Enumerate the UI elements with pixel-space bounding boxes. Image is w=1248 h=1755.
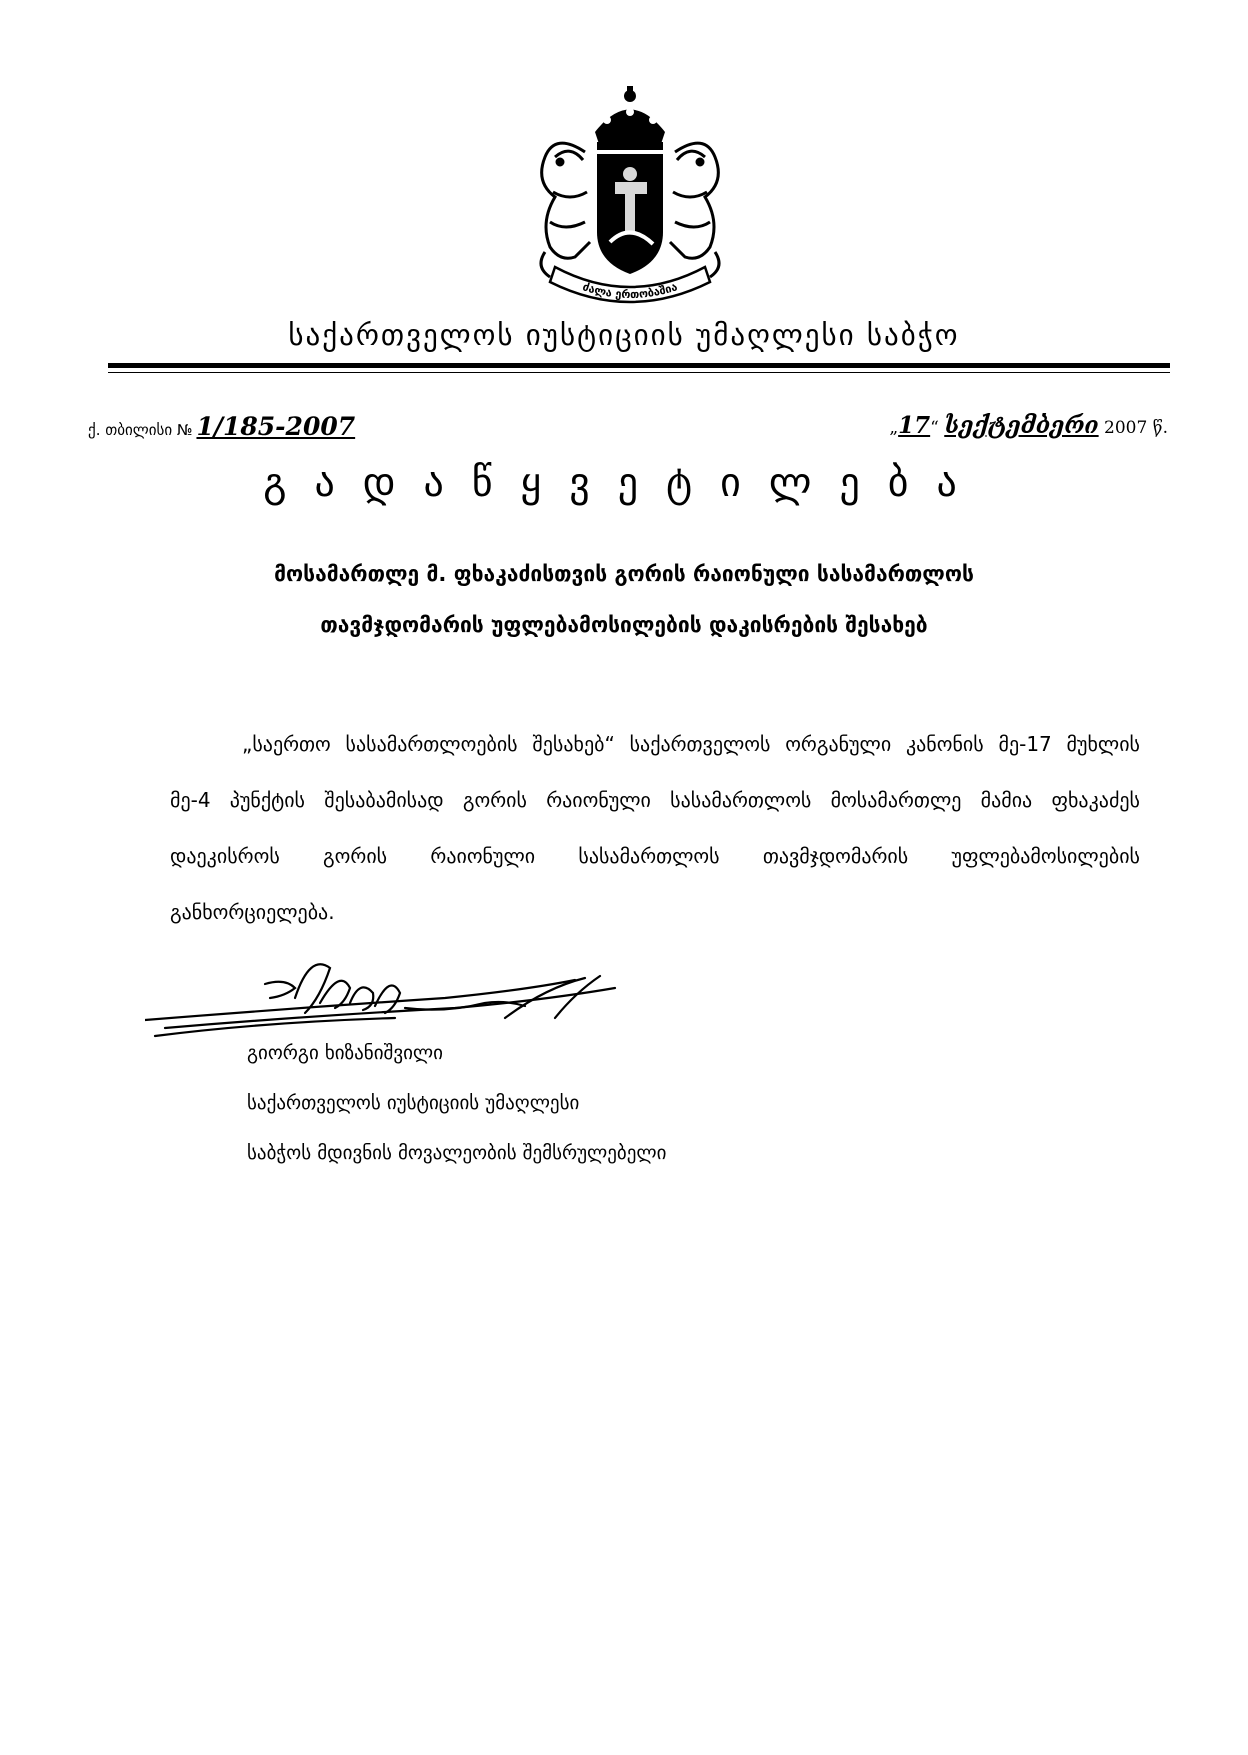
header-rule-thin [108, 372, 1170, 373]
document-number: 1/185-2007 [196, 412, 356, 441]
place-label: ქ. თბილისი № [88, 421, 193, 439]
lion-left-icon [541, 143, 590, 277]
subject-line-1: მოსამართლე მ. ფხაკაძისთვის გორის რაიონული სასამართლოს [274, 562, 974, 586]
document-title: გადაწყვეტილება [263, 460, 985, 506]
emblem-motto-text: ძალა ერთობაშია [581, 280, 679, 302]
subject-line-2: თავმჯდომარის უფლებამოსილების დაკისრების შესახებ [320, 613, 928, 637]
header-rule-thick [108, 363, 1170, 368]
signatory-role-line-2: საბჭოს მდივნის მოვალეობის შემსრულებელი [247, 1142, 667, 1164]
decision-paragraph: „საერთო სასამართლოების შესახებ“ საქართველოს ორგანული კანონის მე-17 მუხლის მე-4 პუნქტის შესაბამისად გორის რაიონული სასამართლოს მოსამართლე მამია ფხაკაძეს დაეკისროს გორის რაიონული სასამართლოს თავმჯდომარის უფლებამოსილების განხორციელება. [170, 732, 1140, 924]
shield-icon [597, 154, 663, 274]
lion-right-icon [670, 143, 719, 277]
date-month: სექტემბერი [944, 412, 1099, 439]
crown-icon [595, 86, 665, 150]
signatory-role-line-1: საქართველოს იუსტიციის უმაღლესი [247, 1092, 580, 1114]
date-open-quote: „ [889, 418, 899, 438]
date-day: 17 [898, 412, 931, 439]
date-year: 2007 წ. [1104, 418, 1168, 438]
date-close-quote: “ [930, 418, 939, 438]
document-date [889, 412, 1168, 439]
place-and-number [88, 412, 355, 441]
signatory-name: გიორგი ხიზანიშვილი [247, 1042, 443, 1064]
council-name-header: საქართველოს იუსტიციის უმაღლესი საბჭო [288, 318, 960, 352]
coat-of-arms-emblem [515, 82, 745, 304]
